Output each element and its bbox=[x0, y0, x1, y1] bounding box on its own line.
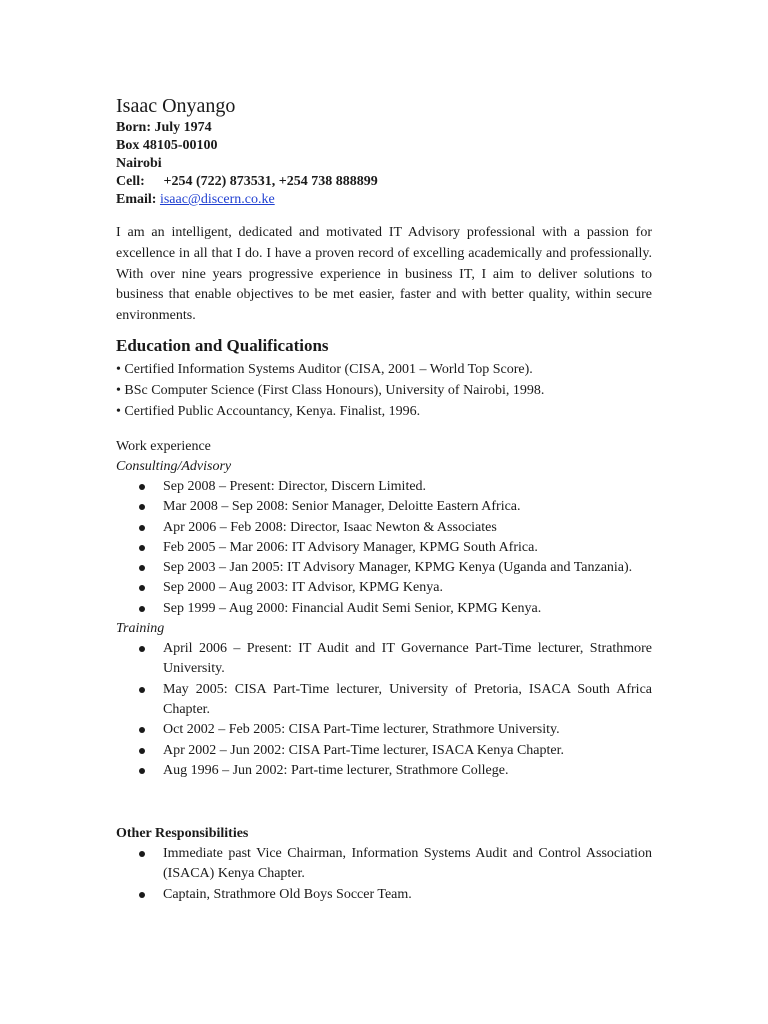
email-label: Email: bbox=[116, 192, 157, 207]
bullet-icon bbox=[139, 646, 145, 652]
education-title: Education and Qualifications bbox=[116, 336, 329, 355]
item-text: Apr 2002 – Jun 2002: CISA Part-Time lecturer, ISACA Kenya Chapter. bbox=[163, 742, 565, 758]
bullet-icon bbox=[139, 565, 145, 571]
cell-label: Cell: bbox=[116, 174, 145, 189]
item-text: Sep 2008 – Present: Director, Discern Limited. bbox=[163, 479, 427, 494]
bullet-icon bbox=[139, 768, 145, 774]
item-text: Apr 2006 – Feb 2008: Director, Isaac Newton & Associates bbox=[163, 519, 497, 535]
training-list bbox=[116, 639, 656, 781]
consulting-title: Consulting/Advisory bbox=[116, 459, 232, 474]
other-title: Other Responsibilities bbox=[116, 826, 249, 841]
bullet-icon bbox=[139, 484, 145, 490]
list-item bbox=[116, 538, 652, 558]
list-item bbox=[116, 680, 652, 721]
list-item bbox=[116, 844, 652, 885]
list-item bbox=[116, 885, 652, 905]
email-link[interactable]: isaac@discern.co.ke bbox=[159, 192, 275, 207]
item-text: Sep 1999 – Aug 2000: Financial Audit Semi Senior, KPMG Kenya. bbox=[163, 600, 542, 616]
item-text: April 2006 – Present: IT Audit and IT Governance Part-Time lecturer, Strathmore University. bbox=[163, 641, 652, 677]
list-item bbox=[116, 599, 652, 619]
bullet-icon bbox=[139, 892, 145, 898]
work-title: Work experience bbox=[116, 439, 211, 454]
list-item bbox=[116, 558, 652, 578]
city: Nairobi bbox=[116, 156, 162, 171]
item-text: May 2005: CISA Part-Time lecturer, University of Pretoria, ISACA South Africa Chapter. bbox=[163, 681, 652, 717]
email-line bbox=[116, 191, 378, 209]
list-item bbox=[116, 639, 652, 680]
bullet-icon bbox=[139, 585, 145, 591]
list-item bbox=[116, 720, 652, 740]
bullet-icon bbox=[139, 687, 145, 693]
postal-box: Box 48105-00100 bbox=[116, 138, 218, 153]
education-section bbox=[116, 335, 656, 422]
list-item bbox=[116, 761, 652, 781]
cell-value: +254 (722) 873531, +254 738 888899 bbox=[163, 174, 378, 189]
list-item: • Certified Public Accountancy, Kenya. Finalist, 1996. bbox=[116, 401, 656, 422]
item-text: Aug 1996 – Jun 2002: Part-time lecturer, Strathmore College. bbox=[163, 762, 509, 778]
bullet-icon bbox=[139, 545, 145, 551]
bullet-icon bbox=[139, 851, 145, 857]
bullet-icon bbox=[139, 525, 145, 531]
contact-header bbox=[116, 93, 378, 209]
person-name: Isaac Onyango bbox=[116, 95, 236, 117]
other-list bbox=[116, 844, 656, 905]
list-item bbox=[116, 741, 652, 761]
other-responsibilities-section bbox=[116, 824, 656, 905]
item-text: Captain, Strathmore Old Boys Soccer Team. bbox=[163, 886, 412, 902]
consulting-list bbox=[116, 477, 656, 619]
list-item bbox=[116, 518, 652, 538]
bullet-icon bbox=[139, 727, 145, 733]
item-text: Feb 2005 – Mar 2006: IT Advisory Manager, KPMG South Africa. bbox=[163, 539, 538, 555]
cell-line bbox=[116, 173, 378, 191]
bullet-icon bbox=[139, 748, 145, 754]
list-item: • BSc Computer Science (First Class Honours), University of Nairobi, 1998. bbox=[116, 380, 656, 401]
training-title: Training bbox=[116, 621, 165, 637]
bullet-icon bbox=[139, 504, 145, 510]
item-text: Sep 2000 – Aug 2003: IT Advisor, KPMG Kenya. bbox=[163, 580, 443, 596]
item-text: Mar 2008 – Sep 2008: Senior Manager, Deloitte Eastern Africa. bbox=[163, 499, 521, 515]
item-text: Immediate past Vice Chairman, Information Systems Audit and Control Association (ISACA) Kenya Chapter. bbox=[163, 846, 652, 882]
education-list bbox=[116, 359, 656, 422]
list-item bbox=[116, 578, 652, 598]
item-text: Oct 2002 – Feb 2005: CISA Part-Time lecturer, Strathmore University. bbox=[163, 722, 560, 738]
bullet-icon bbox=[139, 606, 145, 612]
profile-summary: I am an intelligent, dedicated and motivated IT Advisory professional with a passion for excellence in all that I do. I have a proven record of excelling academically and professionally. With over nine years progressive experience in business IT, I aim to deliver solutions to business that enable objectives to be met easier, faster and with better quality, within secure environments. bbox=[116, 225, 652, 324]
birth-date: Born: July 1974 bbox=[116, 120, 212, 135]
list-item bbox=[116, 477, 652, 497]
list-item: • Certified Information Systems Auditor (CISA, 2001 – World Top Score). bbox=[116, 359, 656, 380]
list-item bbox=[116, 497, 652, 517]
item-text: Sep 2003 – Jan 2005: IT Advisory Manager, KPMG Kenya (Uganda and Tanzania). bbox=[163, 560, 633, 576]
work-section bbox=[116, 437, 656, 781]
